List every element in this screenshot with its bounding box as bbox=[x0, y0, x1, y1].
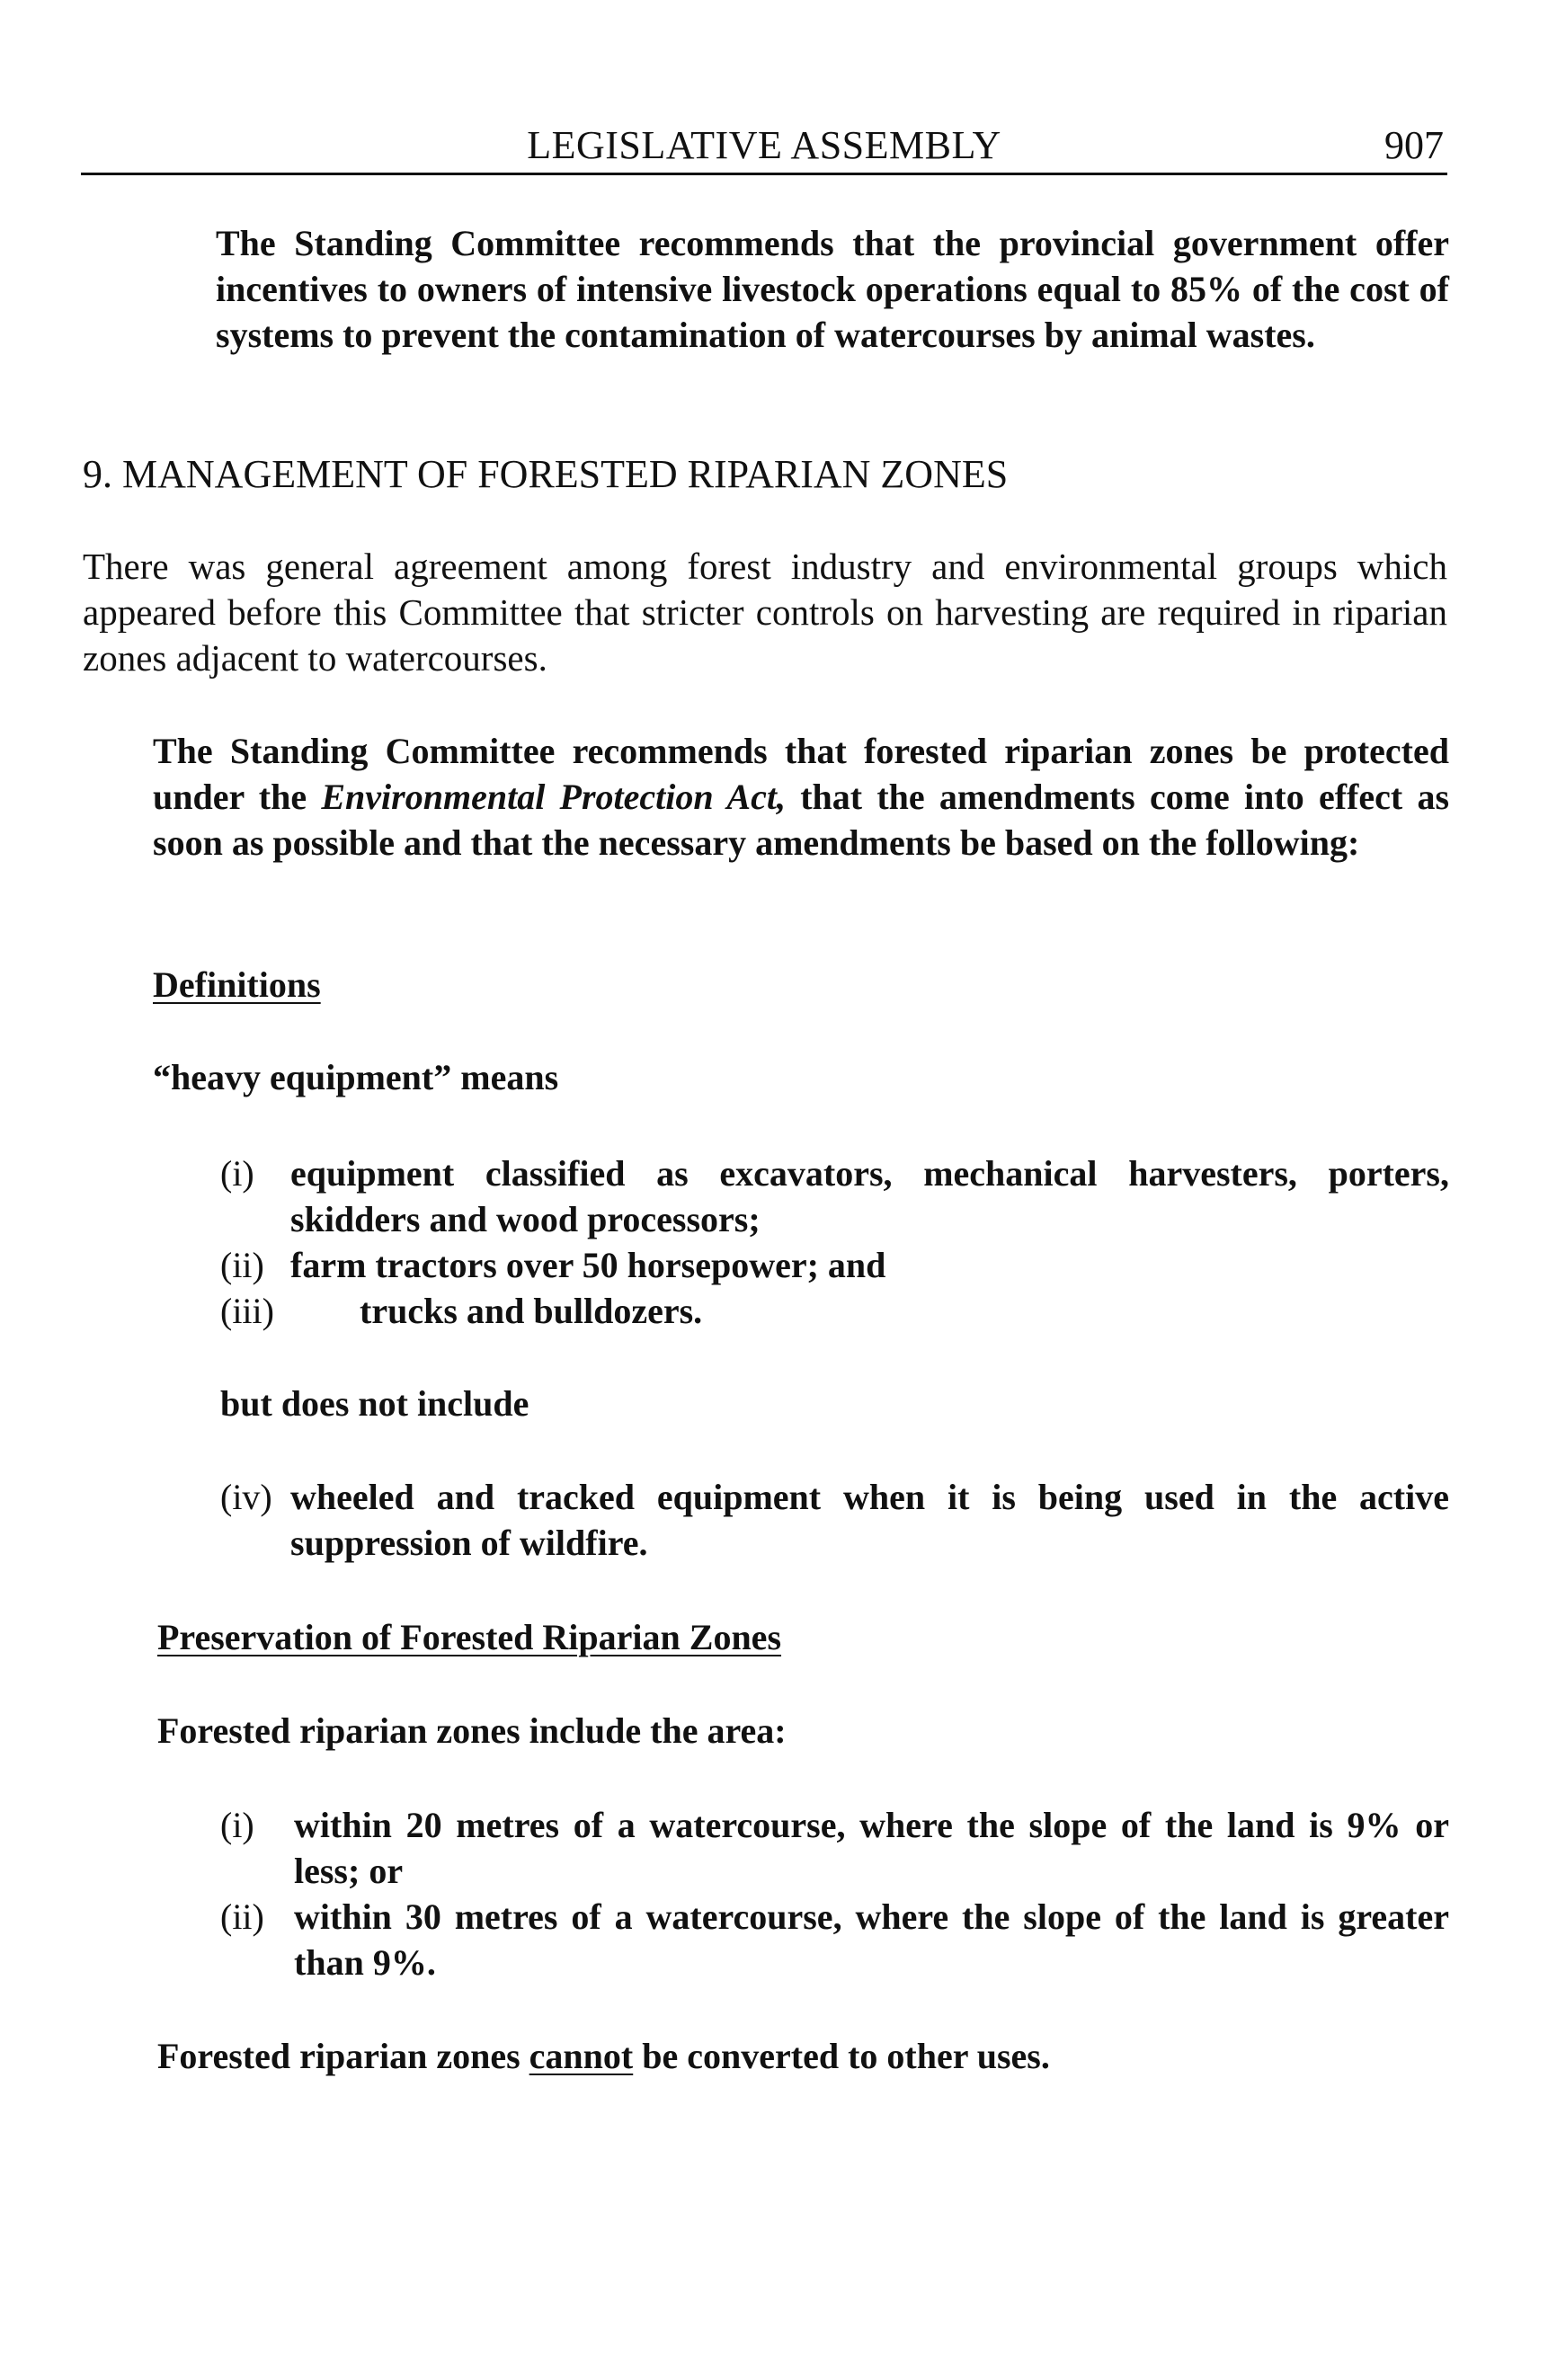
preservation-heading: Preservation of Forested Riparian Zones bbox=[157, 1617, 782, 1657]
item-text: farm tractors over 50 horsepower; and bbox=[290, 1245, 886, 1285]
recommendation-riparian bbox=[153, 728, 1449, 866]
running-header bbox=[81, 117, 1447, 175]
definitions-heading: Definitions bbox=[153, 964, 321, 1005]
item-text: wheeled and tracked equipment when it is being used in the active suppression of wildfire. bbox=[290, 1477, 1449, 1563]
item-number: (ii) bbox=[220, 1896, 264, 1937]
exclusion-intro: but does not include bbox=[220, 1383, 529, 1424]
final-text-start: Forested riparian zones bbox=[157, 2036, 529, 2076]
final-text-end: be converted to other uses. bbox=[633, 2036, 1050, 2076]
emphasis-word: cannot bbox=[529, 2036, 634, 2076]
preservation-intro: Forested riparian zones include the area: bbox=[157, 1710, 787, 1751]
recommendation-text-start: The Standing Committee recommends that forested riparian zones be protected under the bbox=[153, 731, 1449, 817]
item-text: within 30 metres of a watercourse, where the slope of the land is greater than 9%. bbox=[294, 1896, 1449, 1983]
item-text: within 20 metres of a watercourse, where the slope of the land is 9% or less; or bbox=[294, 1805, 1449, 1891]
item-number: (ii) bbox=[220, 1245, 264, 1285]
item-number: (iii) bbox=[220, 1291, 274, 1331]
item-text: trucks and bulldozers. bbox=[360, 1291, 703, 1331]
final-statement bbox=[157, 2033, 1050, 2079]
recommendation-livestock: The Standing Committee recommends that the provincial government offer incentives to owners of intensive livestock operations equal to 85% of the cost of systems to prevent the contamination of watercourses by animal wastes. bbox=[216, 223, 1449, 355]
section-intro-paragraph: There was general agreement among forest industry and environmental groups which appeared before this Committee that stricter controls on harvesting are required in riparian zones adjacent to watercourses. bbox=[83, 546, 1447, 679]
recommendation-text-end: that the amendments come into effect as soon as possible and that the necessary amendments be based on the following: bbox=[153, 777, 1450, 863]
section-heading: 9. MANAGEMENT OF FORESTED RIPARIAN ZONES bbox=[83, 452, 1009, 496]
item-number: (i) bbox=[220, 1805, 254, 1845]
page-number: 907 bbox=[1384, 123, 1444, 167]
item-number: (i) bbox=[220, 1153, 254, 1194]
item-number: (iv) bbox=[220, 1477, 272, 1517]
item-text: equipment classified as excavators, mechanical harvesters, porters, skidders and wood processors; bbox=[290, 1153, 1449, 1239]
act-title: Environmental Protection Act, bbox=[321, 777, 786, 817]
header-title: LEGISLATIVE ASSEMBLY bbox=[527, 123, 1001, 167]
defined-term: “heavy equipment” means bbox=[153, 1057, 559, 1097]
